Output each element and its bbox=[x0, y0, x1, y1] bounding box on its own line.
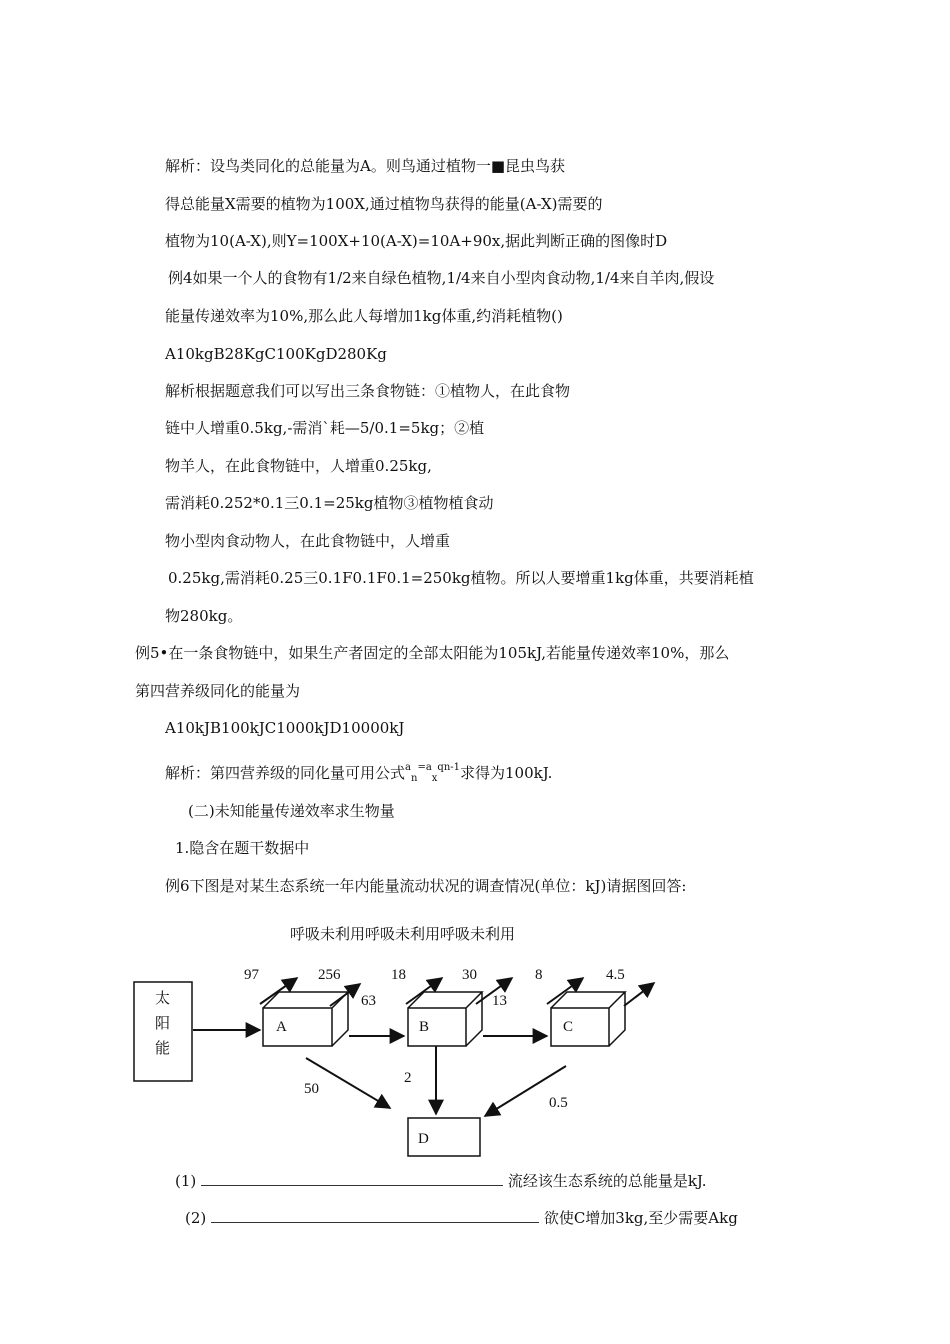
value-label: 97 bbox=[244, 967, 259, 983]
section-title: (二)未知能量传递效率求生物量 bbox=[188, 802, 395, 820]
question-text: 流经该生态系统的总能量是kJ. bbox=[507, 1172, 707, 1190]
formula-prefix: 解析：第四营养级的同化量可用公式 bbox=[165, 764, 406, 782]
formula-suffix: 求得为100kJ. bbox=[460, 764, 553, 782]
box-a bbox=[263, 992, 348, 1046]
formula-line bbox=[165, 763, 552, 786]
unused-arrow bbox=[330, 984, 360, 1006]
sub-title: 1.隐含在题干数据中 bbox=[175, 839, 310, 857]
paragraph: 得总能量X需要的植物为100X,通过植物鸟获得的能量(A-X)需要的 bbox=[165, 195, 603, 213]
question-text: 欲使C增加3kg,至少需要Akg bbox=[543, 1209, 738, 1227]
paragraph: 需消耗0.252*0.1三0.1=25kg植物③植物植食动 bbox=[165, 494, 494, 512]
value-label: 4.5 bbox=[606, 967, 625, 983]
box-c bbox=[551, 992, 625, 1046]
value-label: 256 bbox=[318, 967, 341, 983]
value-label: 8 bbox=[535, 967, 543, 983]
value-label: 2 bbox=[404, 1070, 412, 1086]
sun-box bbox=[134, 982, 192, 1081]
respiration-arrow bbox=[547, 978, 583, 1004]
diagram-header: 呼吸未利用呼吸未利用呼吸未利用 bbox=[290, 927, 516, 943]
paragraph: 0.25kg,需消耗0.25三0.1F0.1F0.1=250kg植物。所以人要增重1kg体重，共要消耗植 bbox=[168, 569, 754, 587]
formula-part: n bbox=[410, 773, 418, 784]
paragraph: 解析根据题意我们可以写出三条食物链：①植物人，在此食物 bbox=[165, 382, 571, 400]
value-label: 0.5 bbox=[549, 1095, 568, 1111]
unused-arrow bbox=[624, 983, 654, 1006]
example-6-question: 例6下图是对某生态系统一年内能量流动状况的调查情况(单位：kJ)请据图回答: bbox=[165, 877, 687, 895]
value-label: 63 bbox=[361, 993, 376, 1009]
question-number: (1) bbox=[175, 1172, 197, 1190]
question-number: (2) bbox=[185, 1209, 207, 1227]
paragraph: 第四营养级同化的能量为 bbox=[135, 682, 301, 700]
formula-part: x bbox=[431, 773, 438, 784]
box-d bbox=[408, 1118, 480, 1156]
example-4-question: 例4如果一个人的食物有1/2来自绿色植物,1/4来自小型肉食动物,1/4来自羊肉,假设 bbox=[168, 269, 715, 287]
paragraph: 链中人增重0.5kg,-需消`耗—5/0.1=5kg；②植 bbox=[165, 419, 485, 437]
answer-options: A10kJB100kJC1000kJD10000kJ bbox=[165, 719, 405, 737]
value-label: 18 bbox=[391, 967, 406, 983]
answer-blank[interactable] bbox=[201, 1171, 503, 1186]
respiration-arrow bbox=[406, 978, 442, 1004]
formula-part: a bbox=[405, 762, 411, 773]
paragraph: 物280kg。 bbox=[165, 607, 243, 625]
sun-label-char: 能 bbox=[155, 1041, 171, 1057]
box-d-label: D bbox=[418, 1131, 429, 1147]
value-label: 50 bbox=[304, 1081, 319, 1097]
question-2 bbox=[185, 1208, 738, 1228]
paragraph: 植物为10(A-X),则Y=100X+10(A-X)=10A+90x,据此判断正确的图像时D bbox=[165, 232, 668, 250]
box-c-label: C bbox=[563, 1019, 574, 1035]
answer-blank[interactable] bbox=[211, 1208, 539, 1223]
formula-part: qn-1 bbox=[437, 762, 461, 773]
value-label: 30 bbox=[462, 967, 477, 983]
sun-label-char: 阳 bbox=[155, 1016, 171, 1032]
paragraph: 物小型肉食动物人，在此食物链中，人增重 bbox=[165, 532, 451, 550]
box-a-label: A bbox=[276, 1019, 287, 1035]
formula-part: =a bbox=[417, 762, 432, 773]
respiration-arrow bbox=[260, 978, 297, 1004]
box-b bbox=[408, 992, 482, 1046]
box-b-label: B bbox=[419, 1019, 430, 1035]
paragraph: 解析：设鸟类同化的总能量为A。则鸟通过植物一■昆虫鸟获 bbox=[165, 157, 566, 175]
energy-flow-diagram bbox=[0, 927, 950, 1170]
example-5-question: 例5•在一条食物链中，如果生产者固定的全部太阳能为105kJ,若能量传递效率10%，那么 bbox=[135, 644, 730, 662]
paragraph: 能量传递效率为10%,那么此人每增加1kg体重,约消耗植物() bbox=[165, 307, 563, 325]
answer-options: A10kgB28KgC100KgD280Kg bbox=[165, 345, 387, 363]
paragraph: 物羊人，在此食物链中，人增重0.25kg, bbox=[165, 457, 432, 475]
question-1 bbox=[175, 1171, 707, 1191]
sun-label-char: 太 bbox=[155, 991, 171, 1007]
value-label: 13 bbox=[492, 993, 507, 1009]
